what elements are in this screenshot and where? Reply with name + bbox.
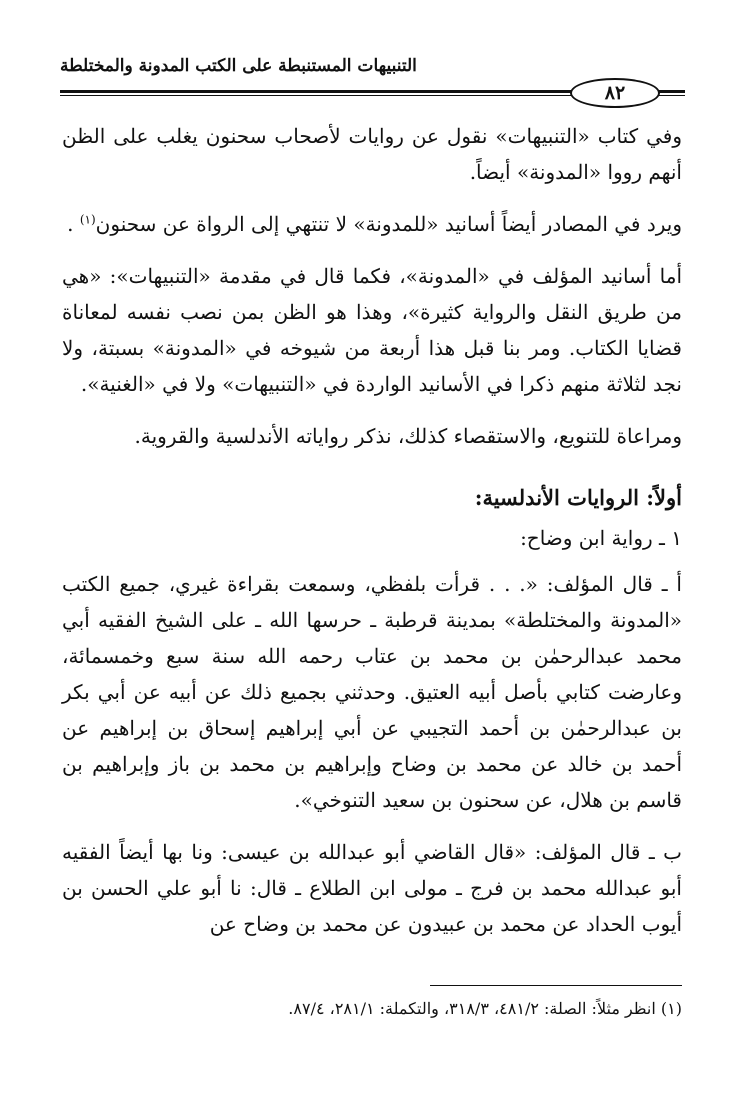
paragraph-text: ويرد في المصادر أيضاً أسانيد «للمدونة» لا تنتهي إلى الرواة عن سحنون xyxy=(95,212,682,236)
paragraph: وفي كتاب «التنبيهات» نقول عن روايات لأصحاب سحنون يغلب على الظن أنهم رووا «المدونة» أيضاً. xyxy=(62,124,682,184)
paragraph: أ ـ قال المؤلف: «. . . قرأت بلفظي، وسمعت بقراءة غيري، جميع الكتب «المدونة والمختلطة» بمدينة قرطبة ـ حرسها الله ـ على الشيخ الفقيه أبي محمد عبدالرحمٰن بن محمد بن عتاب رحمه الله سنة سبع وخمسمائة، وعارضت كتابي بأصل أبيه العتيق. وحدثني بجميع ذلك عن أبيه عن أبي بكر بن عبدالرحمٰن بن أحمد التجيبي عن أبي إبراهيم إسحاق بن إبراهيم عن أحمد بن خالد عن محمد بن وضاح وإبراهيم بن محمد بن باز وإبراهيم بن قاسم بن هلال، عن سحنون بن سعيد التنوخي». xyxy=(62,572,682,812)
section-heading: أولاً: الروايات الأندلسية: xyxy=(474,485,682,510)
page-header xyxy=(60,56,685,106)
running-title: التنبيهات المستنبطة على الكتب المدونة والمختلطة xyxy=(60,56,417,76)
paragraph: ب ـ قال المؤلف: «قال القاضي أبو عبدالله بن عيسى: ونا بها أيضاً الفقيه أبو عبدالله محمد بن فرج ـ مولى ابن الطلاع ـ قال: نا أبو علي الحسن بن أيوب الحداد عن محمد بن عبيدون عن محمد بن وضاح عن xyxy=(62,840,682,936)
footnote-marker[interactable]: (١) xyxy=(79,212,96,227)
header-rule xyxy=(60,90,572,96)
page-number: ٨٢ xyxy=(570,78,660,108)
paragraph: أما أسانيد المؤلف في «المدونة»، فكما قال في مقدمة «التنبيهات»: «هي من طريق النقل والرواية كثيرة»، وهذا هو الظن بمن نصب نفسه لمعاناة قضايا الكتاب. ومر بنا قبل هذا أربعة من شيوخه في «المدونة» بسبتة، ولا نجد لثلاثة منهم ذكرا في الأسانيد الواردة في «التنبيهات» ولا في «الغنية». xyxy=(62,264,682,396)
paragraph: ومراعاة للتنويع، والاستقصاء كذلك، نذكر رواياته الأندلسية والقروية. xyxy=(134,424,682,448)
paragraph xyxy=(62,206,682,242)
paragraph-end: . xyxy=(67,212,74,236)
footnote-rule xyxy=(430,985,682,986)
footnote: (١) انظر مثلاً: الصلة: ٤٨١/٢، ٣١٨/٣، والتكملة: ٢٨١/١، ٨٧/٤. xyxy=(288,999,682,1018)
subsection-heading: ١ ـ رواية ابن وضاح: xyxy=(520,526,682,550)
main-text xyxy=(62,118,682,958)
